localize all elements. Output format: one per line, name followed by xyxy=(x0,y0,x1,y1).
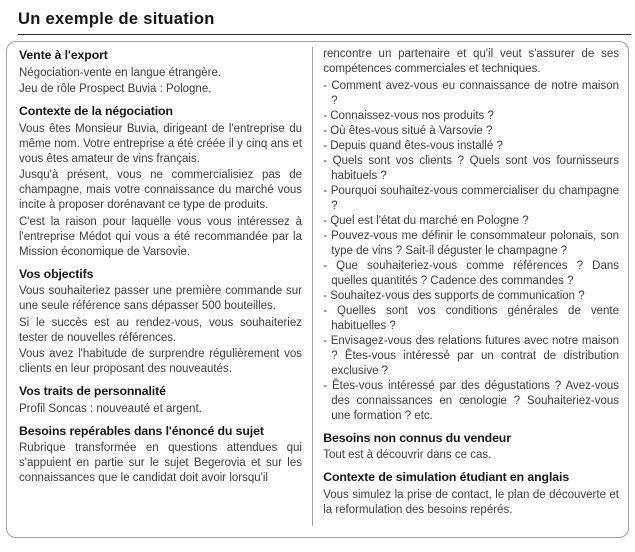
questions-list xyxy=(323,79,619,424)
question-item: - Souhaitez-vous des supports de communication ? xyxy=(323,289,585,302)
question-item: - Comment avez-vous eu connaissance de notre maison ? xyxy=(323,79,619,107)
question-item: - Depuis quand êtes-vous installé ? xyxy=(323,139,503,152)
section-heading: Contexte de la négociation xyxy=(19,104,173,118)
paragraph: Vous simulez la prise de contact, le plan de découverte et la reformulation des besoins repérés. xyxy=(323,488,619,516)
question-item: - Pourquoi souhaitez-vous commercialiser du champagne ? xyxy=(323,184,619,212)
paragraph: Si le succès est au rendez-vous, vous souhaiteriez tester de nouvelles références. xyxy=(19,316,302,344)
section-heading: Vente à l'export xyxy=(19,48,108,62)
question-item: - Quelles sont vos conditions générales de vente habituelles ? xyxy=(323,304,619,332)
paragraph: Profil Soncas : nouveauté et argent. xyxy=(19,402,202,415)
section-besoins-reperables xyxy=(19,424,302,487)
section-traits-personnalite xyxy=(19,384,302,417)
paragraph: Jusqu'à présent, vous ne commercialisiez pas de champagne, mais votre connaissance du marché vous incite à proposer dorénavant ce type de produits. xyxy=(19,169,302,211)
question-item: - Êtes-vous intéressé par des dégustations ? Avez-vous des connaissances en œnologie ? Souhaiteriez-vous une formation ? etc. xyxy=(323,379,619,422)
section-heading: Contexte de simulation étudiant en anglais xyxy=(323,470,570,484)
page-title: Un exemple de situation xyxy=(18,10,631,35)
section-heading: Vos traits de personnalité xyxy=(19,384,166,398)
question-item: - Connaissez-vous nos produits ? xyxy=(323,109,494,122)
paragraph: Jeu de rôle Prospect Buvia : Pologne. xyxy=(19,83,212,95)
paragraph: Négociation-vente en langue étrangère. xyxy=(19,66,222,79)
question-item: - Pouvez-vous me définir le consommateur polonais, son type de vins ? Sait-il déguster le champagne ? xyxy=(323,229,619,257)
question-item: - Quels sont vos clients ? Quels sont vos fournisseurs habituels ? xyxy=(323,154,619,182)
section-vente-export xyxy=(19,48,302,97)
left-column xyxy=(7,47,312,533)
paragraph: Vous avez l'habitude de surprendre régulièrement vos clients en leur proposant des nouveautés. xyxy=(19,348,302,375)
section-heading: Besoins repérables dans l'énoncé du sujet xyxy=(19,423,264,438)
paragraph: Tout est à découvrir dans ce cas. xyxy=(323,449,492,461)
paragraph: Vous souhaiteriez passer une première commande sur une seule référence sans dépasser 500 bouteilles. xyxy=(19,285,302,312)
page-header xyxy=(18,10,631,35)
section-contexte-negociation xyxy=(19,104,302,260)
section-contexte-simulation xyxy=(323,470,619,518)
section-heading: Besoins non connus du vendeur xyxy=(323,430,511,445)
section-objectifs xyxy=(19,267,302,378)
question-item: - Où êtes-vous situé à Varsovie ? xyxy=(323,124,493,137)
paragraph: C'est la raison pour laquelle vous vous intéressez à l'entreprise Médot qui vous a été recommandée par la Mission économique de Varsovie. xyxy=(19,215,302,258)
question-item: - Que souhaiteriez-vous comme références ? Dans quelles quantités ? Cadence des commandes ? xyxy=(323,259,619,287)
situation-box xyxy=(6,41,629,538)
section-heading: Vos objectifs xyxy=(19,266,94,281)
paragraph: Rubrique transformée en questions attendues qui s'appuient en partie sur le sujet Begerovia et sur les connaissances que le candidat doit avoir lorsqu'il xyxy=(19,442,302,484)
question-item: - Envisagez-vous des relations futures avec notre maison ? Êtes-vous intéressé par un contrat de distribution exclusive ? xyxy=(323,334,619,377)
continuation-paragraph: rencontre un partenaire et qu'il veut s'assurer de ses compétences commerciales et techniques. xyxy=(323,48,619,75)
right-column xyxy=(313,47,628,533)
section-besoins-non-connus xyxy=(323,431,619,464)
question-item: - Quel est l'état du marché en Pologne ? xyxy=(323,214,529,227)
paragraph: Vous êtes Monsieur Buvia, dirigeant de l'entreprise du même nom. Votre entreprise a été créée il y cinq ans et vous êtes amateur de vins français. xyxy=(19,122,302,165)
